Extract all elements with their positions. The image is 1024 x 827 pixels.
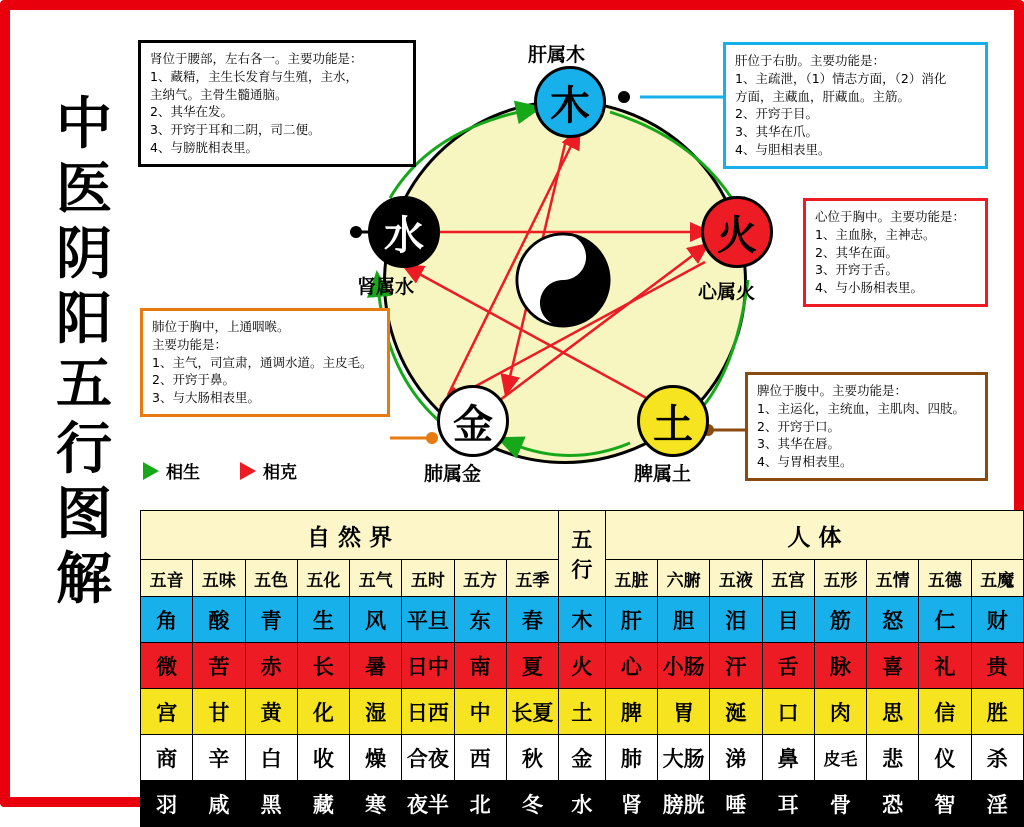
cell-mu-nature-4: 风 (350, 597, 402, 643)
callout-lung (140, 308, 390, 417)
table-row (141, 643, 1024, 689)
cell-huo-nature-1: 苦 (193, 643, 245, 689)
cell-huo-body-6: 礼 (919, 643, 971, 689)
element-node-shui[interactable]: 水 (368, 196, 440, 268)
callout-lung-line-1: 主要功能是： (152, 336, 228, 352)
cell-jin-nature-5: 合夜 (402, 735, 454, 781)
cell-mu-body-6: 仁 (919, 597, 971, 643)
col-nature-0: 五音 (141, 560, 193, 597)
cell-jin-body-6: 仪 (919, 735, 971, 781)
col-nature-2: 五色 (245, 560, 297, 597)
callout-spleen-line-4: 4、与胃相表里。 (757, 454, 853, 469)
col-body-1: 六腑 (658, 560, 710, 597)
callout-kidney (138, 40, 416, 167)
col-nature-7: 五季 (506, 560, 558, 597)
cell-huo-nature-2: 赤 (245, 643, 297, 689)
cell-mu-nature-3: 生 (297, 597, 349, 643)
cell-mu-nature-7: 春 (506, 597, 558, 643)
element-label-shui: 肾属水 (357, 276, 415, 298)
legend-item-ke (240, 458, 297, 483)
element-node-mu[interactable]: 木 (534, 66, 606, 138)
cell-shui-nature-7: 冬 (506, 781, 558, 827)
cell-tu-body-0: 脾 (605, 689, 657, 735)
cell-shui-nature-3: 藏 (297, 781, 349, 827)
col-nature-6: 五方 (454, 560, 506, 597)
cell-shui-body-6: 智 (919, 781, 971, 827)
callout-liver-line-0: 肝位于右肋。主要功能是： (735, 53, 886, 68)
cell-tu-body-4: 肉 (814, 689, 866, 735)
header-wuxing (559, 511, 606, 597)
cell-mu-body-1: 胆 (658, 597, 710, 643)
col-nature-5: 五时 (402, 560, 454, 597)
green-arrow-icon (143, 462, 159, 480)
callout-liver-line-1: 1、主疏泄，（1）情志方面，（2）消化 (735, 70, 947, 86)
title-char-4: 五 (56, 350, 112, 417)
cell-jin-body-1: 大肠 (658, 735, 710, 781)
element-node-jin[interactable]: 金 (437, 385, 509, 457)
callout-spleen-line-0: 脾位于腹中。主要功能是： (757, 383, 908, 398)
title-char-0: 中 (56, 91, 112, 157)
callout-heart-line-1: 1、主血脉，主神志。 (815, 226, 936, 242)
callout-kidney-line-0: 肾位于腰部，左右各一。主要功能是： (150, 51, 363, 66)
cell-jin-nature-4: 燥 (350, 735, 402, 781)
col-nature-4: 五气 (350, 560, 402, 597)
callout-heart (803, 198, 988, 307)
legend-label-ke: 相克 (263, 463, 297, 483)
cell-jin-body-7: 杀 (971, 735, 1023, 781)
cell-mu-nature-6: 东 (454, 597, 506, 643)
cell-jin-nature-1: 辛 (193, 735, 245, 781)
cell-tu-wuxing: 土 (559, 689, 606, 735)
cell-shui-body-3: 耳 (762, 781, 814, 827)
table-row (141, 735, 1024, 781)
col-nature-3: 五化 (297, 560, 349, 597)
red-arrow-icon (240, 462, 256, 480)
cell-tu-nature-6: 中 (454, 689, 506, 735)
cell-huo-nature-7: 夏 (506, 643, 558, 689)
table-row (141, 689, 1024, 735)
element-node-tu[interactable]: 土 (637, 385, 709, 457)
cell-shui-nature-5: 夜半 (402, 781, 454, 827)
col-body-5: 五情 (867, 560, 919, 597)
callout-lung-line-4: 3、与大肠相表里。 (152, 390, 260, 405)
cell-jin-body-0: 肺 (605, 735, 657, 781)
callout-kidney-line-2: 主纳气。主骨生髓通脑。 (150, 86, 288, 102)
callout-lung-line-3: 2、开窍于鼻。 (152, 372, 235, 388)
cell-shui-nature-4: 寒 (350, 781, 402, 827)
col-body-6: 五德 (919, 560, 971, 597)
cell-tu-nature-3: 化 (297, 689, 349, 735)
callout-heart-line-2: 2、其华在面。 (815, 244, 898, 260)
cell-tu-body-1: 胃 (658, 689, 710, 735)
cell-shui-body-2: 唾 (710, 781, 762, 827)
cell-mu-body-2: 泪 (710, 597, 762, 643)
cell-huo-body-5: 喜 (867, 643, 919, 689)
cell-shui-body-4: 骨 (814, 781, 866, 827)
cell-huo-body-0: 心 (605, 643, 657, 689)
cell-huo-body-4: 脉 (814, 643, 866, 689)
callout-spleen-line-3: 3、其华在唇。 (757, 436, 840, 452)
title-char-7: 解 (56, 545, 112, 612)
legend (143, 458, 327, 483)
cell-mu-body-7: 财 (971, 597, 1023, 643)
cell-shui-body-7: 淫 (971, 781, 1023, 827)
cell-tu-nature-7: 长夏 (506, 689, 558, 735)
callout-kidney-line-4: 3、开窍于耳和二阴，司二便。 (150, 122, 321, 137)
cell-tu-body-6: 信 (919, 689, 971, 735)
col-body-2: 五液 (710, 560, 762, 597)
callout-spleen-line-1: 1、主运化，主统血，主肌肉、四肢。 (757, 400, 965, 416)
col-body-0: 五脏 (605, 560, 657, 597)
cell-tu-nature-4: 湿 (350, 689, 402, 735)
wuxing-correspondence-table (140, 510, 1024, 827)
cell-shui-body-1: 膀胱 (658, 781, 710, 827)
cell-huo-wuxing: 火 (559, 643, 606, 689)
cell-jin-body-3: 鼻 (762, 735, 814, 781)
cell-huo-nature-5: 日中 (402, 643, 454, 689)
cell-mu-wuxing: 木 (559, 597, 606, 643)
element-label-mu: 肝属木 (528, 44, 586, 66)
col-nature-1: 五味 (193, 560, 245, 597)
callout-kidney-line-5: 4、与膀胱相表里。 (150, 139, 258, 155)
table-row (141, 597, 1024, 643)
cell-shui-nature-1: 咸 (193, 781, 245, 827)
cell-huo-nature-3: 长 (297, 643, 349, 689)
title-char-2: 阴 (56, 220, 112, 287)
callout-heart-line-3: 3、开窍于舌。 (815, 262, 898, 278)
cell-tu-body-3: 口 (762, 689, 814, 735)
cell-shui-nature-2: 黑 (245, 781, 297, 827)
cell-huo-body-7: 贵 (971, 643, 1023, 689)
cell-mu-nature-0: 角 (141, 597, 193, 643)
callout-liver (723, 42, 988, 169)
table-row (141, 781, 1024, 827)
callout-kidney-line-1: 1、藏精，主生长发育与生殖，主水， (150, 68, 358, 84)
cell-shui-body-0: 肾 (605, 781, 657, 827)
col-body-3: 五宫 (762, 560, 814, 597)
cell-huo-nature-4: 暑 (350, 643, 402, 689)
cell-mu-body-0: 肝 (605, 597, 657, 643)
cell-tu-nature-0: 宫 (141, 689, 193, 735)
legend-label-sheng: 相生 (166, 463, 200, 483)
cell-shui-nature-6: 北 (454, 781, 506, 827)
taiji-symbol (515, 232, 611, 328)
col-body-4: 五形 (814, 560, 866, 597)
callout-spleen (745, 372, 988, 481)
cell-mu-nature-2: 青 (245, 597, 297, 643)
cell-tu-nature-5: 日西 (402, 689, 454, 735)
element-node-huo[interactable]: 火 (701, 196, 773, 268)
cell-mu-body-3: 目 (762, 597, 814, 643)
cell-tu-nature-1: 甘 (193, 689, 245, 735)
element-label-huo: 心属火 (698, 281, 756, 303)
cell-jin-body-2: 涕 (710, 735, 762, 781)
header-body: 人 体 (605, 511, 1023, 560)
callout-heart-line-4: 4、与小肠相表里。 (815, 280, 923, 295)
cell-jin-nature-2: 白 (245, 735, 297, 781)
cell-shui-nature-0: 羽 (141, 781, 193, 827)
cell-jin-nature-6: 西 (454, 735, 506, 781)
title-char-3: 阳 (56, 285, 112, 352)
cell-jin-nature-0: 商 (141, 735, 193, 781)
cell-mu-nature-1: 酸 (193, 597, 245, 643)
cell-tu-body-7: 胜 (971, 689, 1023, 735)
cell-tu-nature-2: 黄 (245, 689, 297, 735)
cell-huo-body-3: 舌 (762, 643, 814, 689)
cell-shui-wuxing: 水 (559, 781, 606, 827)
cell-tu-body-2: 涎 (710, 689, 762, 735)
title-char-5: 行 (56, 415, 112, 482)
callout-spleen-line-2: 2、开窍于口。 (757, 418, 840, 434)
cell-jin-nature-7: 秋 (506, 735, 558, 781)
callout-lung-line-0: 肺位于胸中，上通咽喉。 (152, 319, 290, 334)
callout-liver-line-5: 4、与胆相表里。 (735, 141, 831, 157)
legend-item-sheng (143, 458, 200, 483)
header-wuxing-bottom: 行 (571, 556, 593, 582)
cell-jin-nature-3: 收 (297, 735, 349, 781)
callout-liver-line-2: 方面，主藏血，肝藏血。主筋。 (735, 88, 911, 104)
cell-shui-body-5: 恐 (867, 781, 919, 827)
cell-tu-body-5: 思 (867, 689, 919, 735)
table-header-groups (141, 511, 1024, 560)
callout-lung-line-2: 1、主气，司宣肃，通调水道。主皮毛。 (152, 354, 373, 370)
cell-huo-nature-6: 南 (454, 643, 506, 689)
callout-liver-line-4: 3、其华在爪。 (735, 124, 818, 139)
element-label-tu: 脾属土 (634, 463, 692, 485)
callout-liver-line-3: 2、开窍于目。 (735, 106, 818, 122)
cell-huo-body-1: 小肠 (658, 643, 710, 689)
cell-mu-nature-5: 平旦 (402, 597, 454, 643)
cell-jin-wuxing: 金 (559, 735, 606, 781)
header-nature: 自 然 界 (141, 511, 559, 560)
cell-huo-body-2: 汗 (710, 643, 762, 689)
title-char-6: 图 (56, 480, 112, 547)
cell-jin-body-4: 皮毛 (814, 735, 866, 781)
header-wuxing-top: 五 (571, 526, 593, 552)
cell-jin-body-5: 悲 (867, 735, 919, 781)
cell-mu-body-5: 怒 (867, 597, 919, 643)
callout-kidney-line-3: 2、其华在发。 (150, 104, 233, 120)
cell-huo-nature-0: 微 (141, 643, 193, 689)
col-body-7: 五魔 (971, 560, 1023, 597)
callout-heart-line-0: 心位于胸中。主要功能是： (815, 209, 966, 224)
title-char-1: 医 (56, 155, 112, 222)
cell-mu-body-4: 筋 (814, 597, 866, 643)
element-label-jin: 肺属金 (424, 463, 482, 485)
